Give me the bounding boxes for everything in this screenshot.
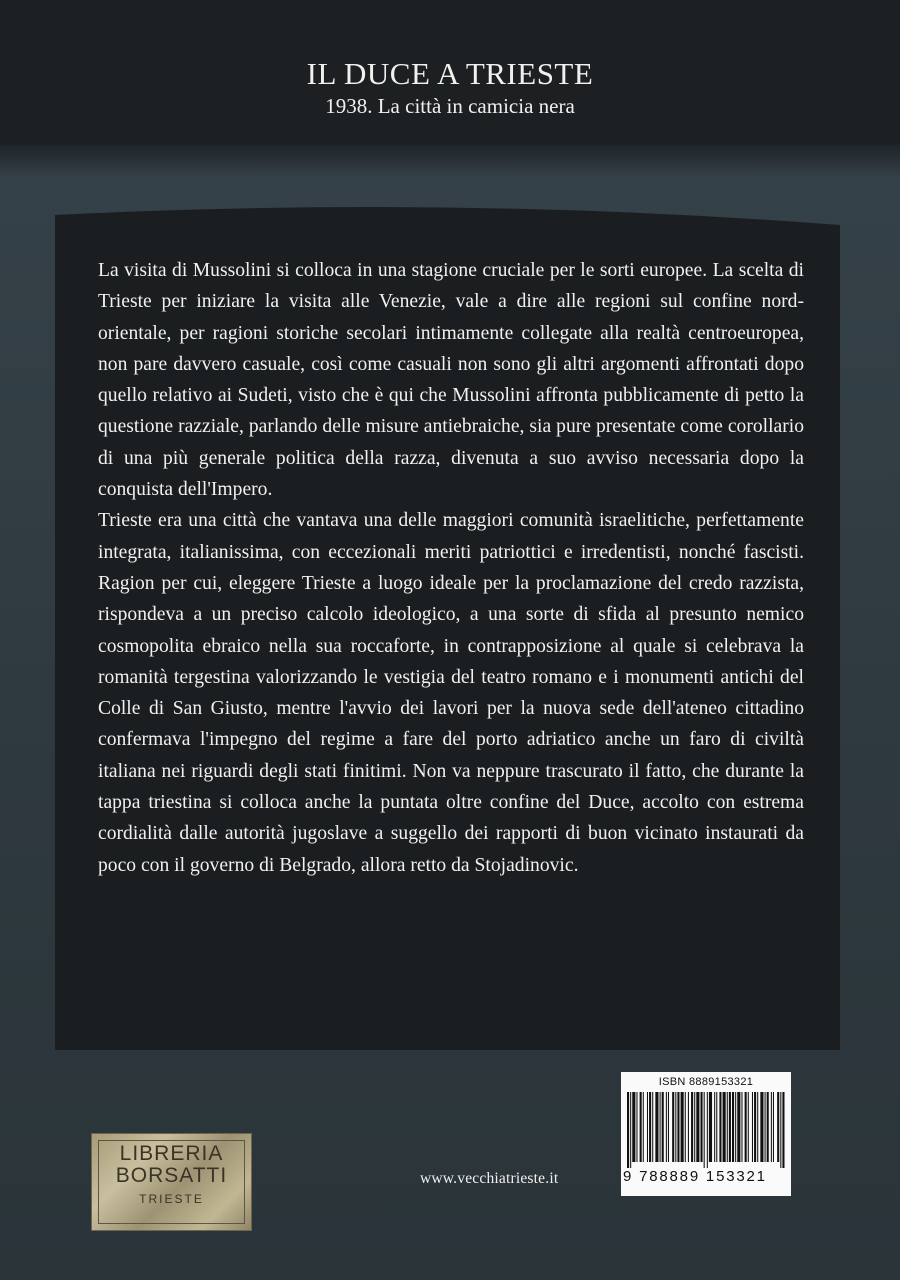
barcode-bar [694, 1092, 695, 1162]
barcode-bar [714, 1092, 715, 1162]
barcode-bar [662, 1092, 664, 1162]
barcode-bar [636, 1092, 637, 1162]
barcode-bars [625, 1092, 787, 1168]
synopsis-text [98, 255, 804, 881]
isbn-barcode [621, 1072, 791, 1196]
barcode-bar [666, 1092, 667, 1162]
barcode-bar [745, 1092, 747, 1162]
title-block [0, 56, 900, 120]
barcode-bar [704, 1092, 705, 1168]
barcode-bar [765, 1092, 766, 1162]
barcode-bar [681, 1092, 684, 1162]
synopsis-paragraph-2: Trieste era una città che vantava una delle maggiori comunità israelitiche, perfettamente integrata, italianissima, con eccezionali meriti patriottici e irredentisti, nonché fascisti. Ragion per cui, eleggere Trieste a luogo ideale per la proclamazione del credo razzista, rispondeva a un preciso calcolo ideologico, a una sorte di sfida al presunto nemico cosmopolita ebraico nella sua roccaforte, in contrapposizione al quale si celebrava la romanità tergestina valorizzando le vestigia del teatro romano e i monumenti antichi del Colle di San Giusto, mentre l'avvio dei lavori per la nuova sede dell'ateneo cittadino confermava l'impegno del regime a fare del porto adriatico anche un faro di civiltà italiana nei riguardi degli stati finitimi. Non va neppure trascurato il fatto, che durante la tappa triestina si colloca anche la puntata oltre confine del Duce, accolto con estrema cordialità dalle autorità jugoslave a suggello dei rapporti di buon vicinato instaurati da poco con il governo di Belgrado, allora retto da Stojadinovic. [98, 510, 804, 876]
barcode-bar [672, 1092, 674, 1162]
barcode-bar [691, 1092, 693, 1162]
barcode-bar [757, 1092, 758, 1162]
barcode-bar [760, 1092, 763, 1162]
book-title: IL DUCE A TRIESTE [306, 56, 594, 91]
barcode-bar [707, 1092, 708, 1168]
barcode-bar [643, 1092, 644, 1162]
barcode-bar [652, 1092, 653, 1162]
barcode-bar [660, 1092, 661, 1162]
barcode-bar [696, 1092, 699, 1162]
synopsis-paragraph-1: La visita di Mussolini si colloca in una stagione cruciale per le sorti europee. La scelta di Trieste per iniziare la visita alle Venezie, vale a dire alle regioni sul confine nord-orientale, per ragioni storiche secolari intimamente collegate alla realtà centroeuropea, non pare davvero casuale, così come casuali non sono gli altri argomenti affrontati dopo quello relativo ai Sudeti, visto che è qui che Mussolini affronta pubblicamente di petto la questione razziale, parlando delle misure antiebraiche, sia pure presentate come corollario di una più generale politica della razza, divenuta a suo avviso necessaria dopo la conquista dell'Impero. [98, 260, 804, 501]
isbn-label: ISBN 8889153321 [658, 1076, 754, 1088]
barcode-bar [677, 1092, 679, 1162]
book-subtitle: 1938. La città in camicia nera [325, 94, 575, 118]
barcode-bar [716, 1092, 717, 1162]
barcode-bar [632, 1092, 635, 1162]
barcode-bar [780, 1092, 781, 1168]
barcode-bar [773, 1092, 774, 1162]
sticker-line-trieste: TRIESTE [139, 1192, 204, 1206]
barcode-bar [754, 1092, 756, 1162]
publisher-website: www.vecchiatrieste.it [420, 1170, 559, 1187]
barcode-bar [727, 1092, 728, 1162]
barcode-bar [771, 1092, 772, 1162]
barcode-bar [655, 1092, 658, 1162]
sticker-line-libreria: LIBRERIA [119, 1142, 224, 1165]
barcode-bar [723, 1092, 726, 1162]
barcode-bar [741, 1092, 742, 1162]
barcode-bar [777, 1092, 779, 1162]
bookshop-sticker [91, 1133, 252, 1231]
barcode-bar [630, 1092, 631, 1168]
barcode-bar [688, 1092, 689, 1162]
barcode-bar [709, 1092, 712, 1162]
barcode-bar [729, 1092, 731, 1162]
barcode-bar [748, 1092, 749, 1162]
barcode-bar [649, 1092, 651, 1162]
barcode-bar [647, 1092, 648, 1162]
barcode-bar [701, 1092, 703, 1162]
sticker-line-borsatti: BORSATTI [115, 1164, 228, 1187]
barcode-bar [735, 1092, 736, 1162]
barcode-bar [767, 1092, 769, 1162]
barcode-bar [675, 1092, 676, 1162]
barcode-bar [627, 1092, 629, 1168]
barcode-bar [685, 1092, 686, 1162]
barcode-bar [719, 1092, 721, 1162]
barcode-bar [668, 1092, 669, 1162]
barcode-bar [640, 1092, 642, 1162]
barcode-bar [737, 1092, 740, 1162]
ean-digits: 9 788889 153321 [623, 1168, 767, 1185]
barcode-bar [752, 1092, 753, 1162]
barcode-bar [732, 1092, 734, 1162]
barcode-bar [782, 1092, 784, 1168]
